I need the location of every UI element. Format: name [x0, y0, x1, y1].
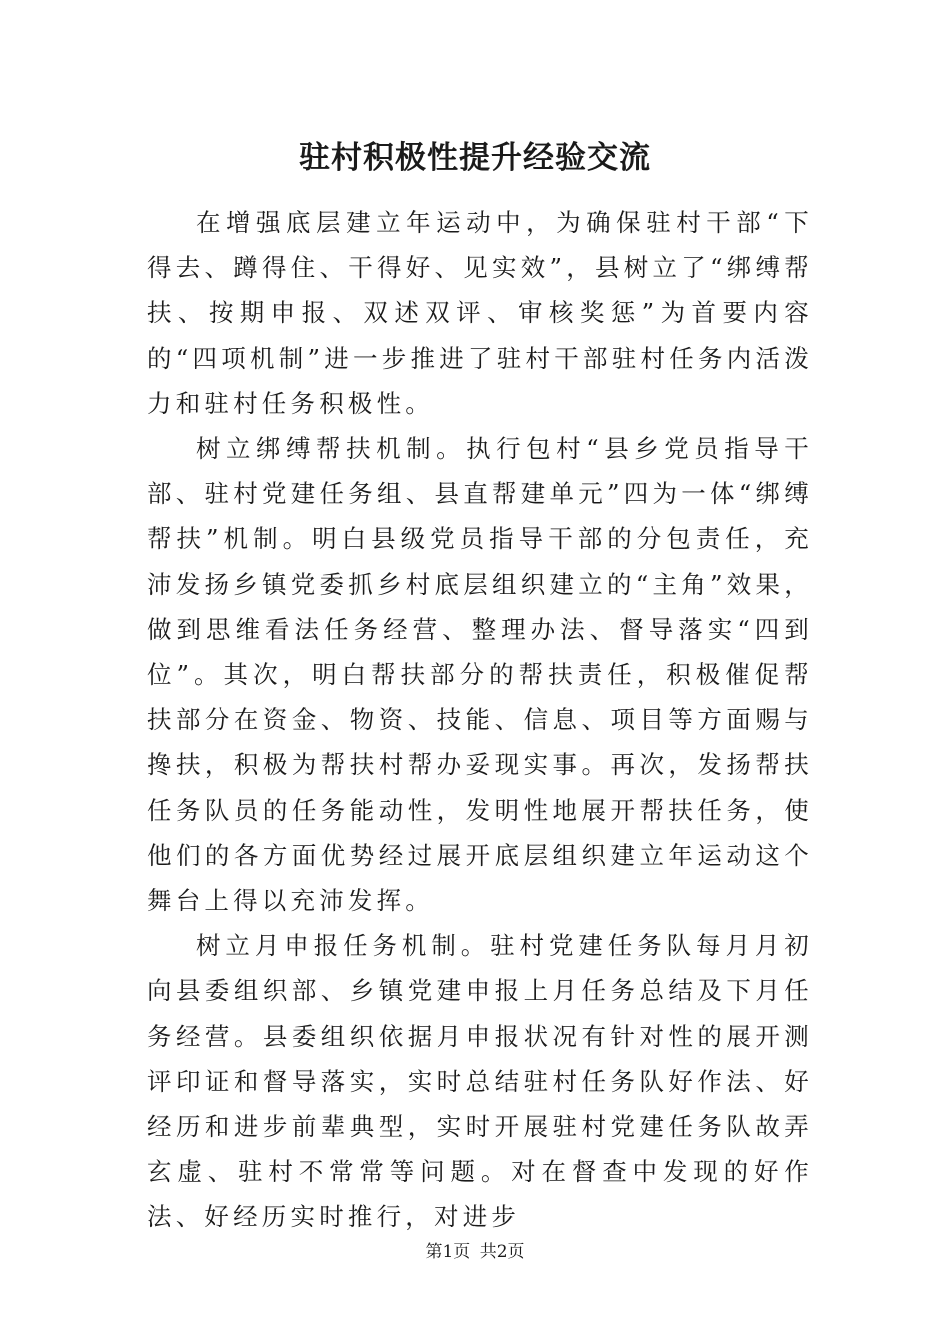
page-total: 共2页: [479, 1242, 525, 1262]
paragraph-intro: 在增强底层建立年运动中，为确保驻村干部“下得去、蹲得住、干得好、见实效”，县树立了“绑缚帮扶、按期申报、双述双评、审核奖惩”为首要内容的“四项机制”进一步推进了驻村干部驻村任务内活泼力和驻村任务积极性。: [147, 208, 813, 418]
document-title: 驻村积极性提升经验交流: [299, 140, 651, 176]
document-body: [147, 200, 813, 1240]
page-number: 第1页: [425, 1242, 471, 1262]
paragraph-binding-mechanism: 树立绑缚帮扶机制。执行包村“县乡党员指导干部、驻村党建任务组、县直帮建单元”四为一体“绑缚帮扶”机制。明白县级党员指导干部的分包责任，充沛发扬乡镇党委抓乡村底层组织建立的“主角”效果，做到思维看法任务经营、整理办法、督导落实“四到位”。其次，明白帮扶部分的帮扶责任，积极催促帮扶部分在资金、物资、技能、信息、项目等方面赐与搀扶，积极为帮扶村帮办妥现实事。再次，发扬帮扶任务队员的任务能动性，发明性地展开帮扶任务，使他们的各方面优势经过展开底层组织建立年运动这个舞台上得以充沛发挥。: [147, 434, 813, 916]
page-footer: [0, 1240, 950, 1264]
paragraph-monthly-report: 树立月申报任务机制。驻村党建任务队每月月初向县委组织部、乡镇党建申报上月任务总结及下月任务经营。县委组织依据月申报状况有针对性的展开测评印证和督导落实，实时总结驻村任务队好作法、好经历和进步前辈典型，实时开展驻村党建任务队故弄玄虚、驻村不常常等问题。对在督查中发现的好作法、好经历实时推行，对进步: [147, 931, 813, 1232]
